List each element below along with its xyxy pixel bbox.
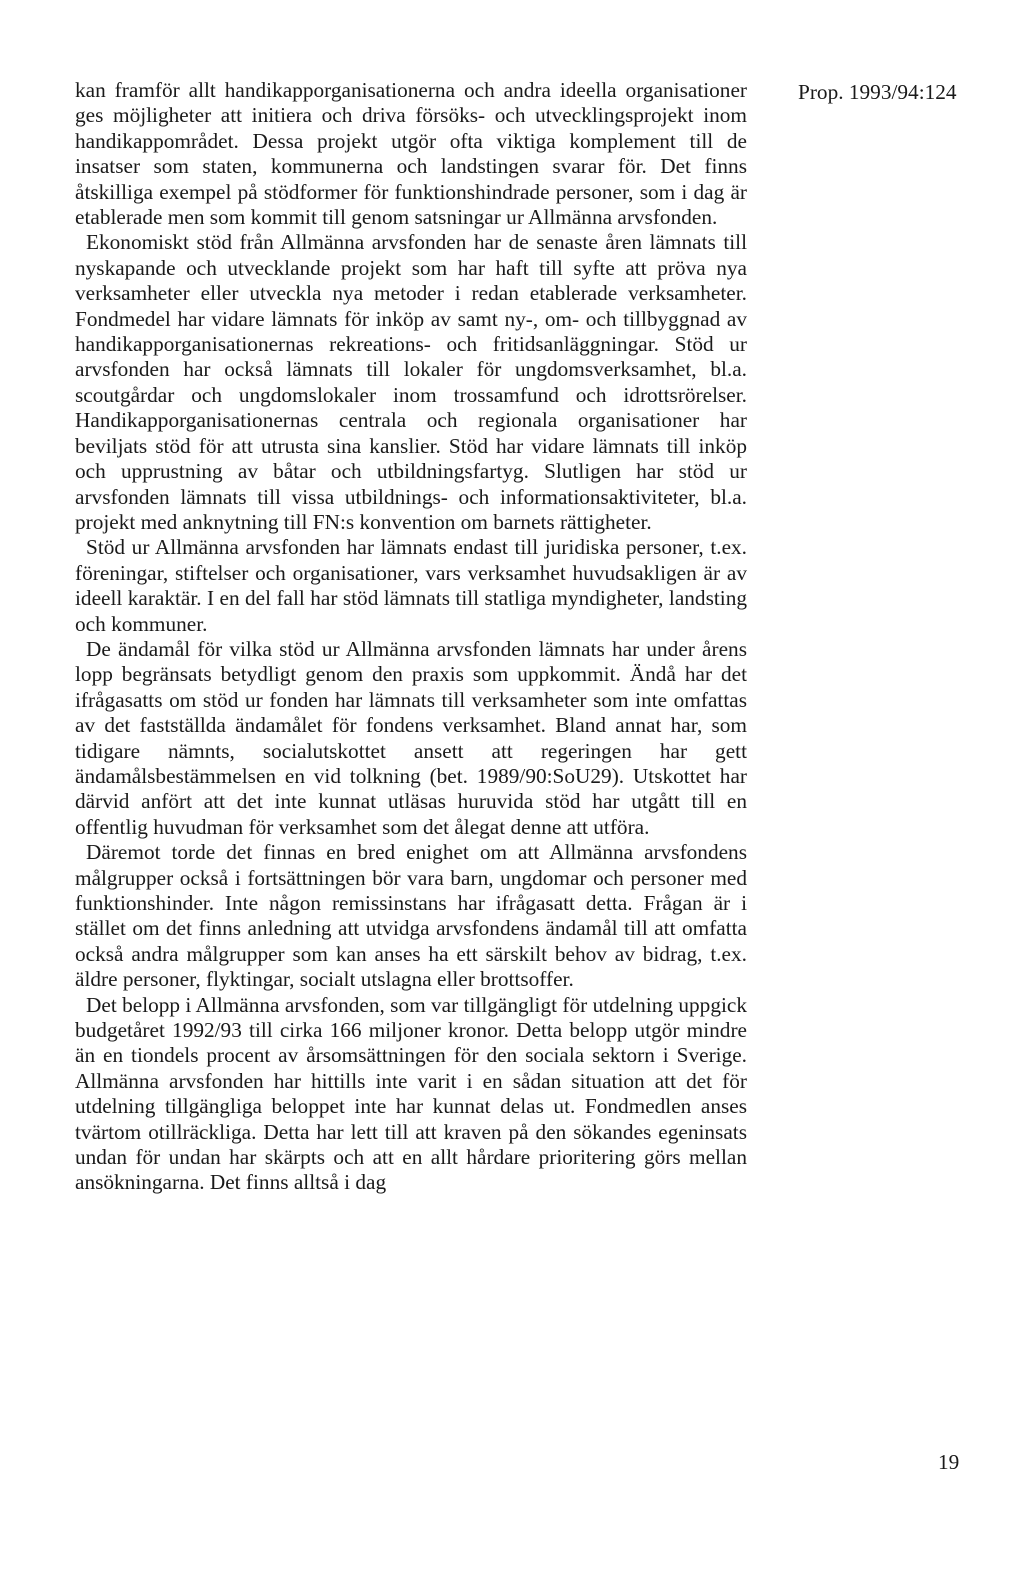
body-text [75,78,747,1196]
paragraph-5: Däremot torde det finnas en bred enighet om att Allmänna arvsfondens målgrupper också i fortsättningen bör vara barn, ungdomar och personer med funktionshinder. Inte någon remissinstans har ifrågasatt detta. Frågan är i stället om det finns anledning att utvidga arvsfondens ändamål till att omfatta också andra målgrupper som kan anses ha ett särskilt behov av bidrag, t.ex. äldre personer, flyktingar, socialt utslagna eller brottsoffer. [75,840,747,992]
paragraph-4: De ändamål för vilka stöd ur Allmänna arvsfonden lämnats har under årens lopp begränsats betydligt genom den praxis som uppkommit. Ändå har det ifrågasatts om stöd ur fonden har lämnats till verksamheter som inte omfattas av det fastställda ändamålet för fondens verksamhet. Bland annat har, som tidigare nämnts, socialutskottet ansett att regeringen har gett ändamålsbestämmelsen en vid tolkning (bet. 1989/90:SoU29). Utskottet har därvid anfört att det inte kunnat utläsas huruvida stöd har utgått till en offentlig huvudman för verksamhet som det ålegat denne att utföra. [75,636,747,839]
paragraph-2: Ekonomiskt stöd från Allmänna arvsfonden har de senaste åren lämnats till nyskapande och utvecklande projekt som har haft till syfte att pröva nya verksamheter eller utveckla nya metoder i redan etablerade verksamheter. Fondmedel har vidare lämnats för inköp av samt ny-, om- och tillbyggnad av handikapporganisationernas rekreations- och fritidsanläggningar. Stöd ur arvsfonden har också lämnats till lokaler för ungdomsverksamhet, bl.a. scoutgårdar och ungdomslokaler inom trossamfund och idrottsrörelser. Handikapporganisationernas centrala och regionala organisationer har beviljats stöd för att utrusta sina kanslier. Stöd har vidare lämnats till inköp och upprustning av båtar och utbildningsfartyg. Slutligen har stöd ur arvsfonden lämnats till vissa utbildnings- och informationsaktiviteter, bl.a. projekt med anknytning till FN:s konvention om barnets rättigheter. [75,230,747,534]
paragraph-6: Det belopp i Allmänna arvsfonden, som var tillgängligt för utdelning uppgick budgetåret 1992/93 till cirka 166 miljoner kronor. Detta belopp utgör mindre än en tiondels procent av årsomsättningen för den sociala sektorn i Sverige. Allmänna arvsfonden har hittills inte varit i en sådan situation att det för utdelning tillgängliga beloppet inte har kunnat delas ut. Fondmedlen anses tvärtom otillräckliga. Detta har lett till att kraven på den sökandes egeninsats undan för undan har skärpts och att en allt hårdare prioritering görs mellan ansökningarna. Det finns alltså i dag [75,992,747,1195]
running-head: Prop. 1993/94:124 [798,80,957,104]
paragraph-3: Stöd ur Allmänna arvsfonden har lämnats endast till juridiska personer, t.ex. föreningar, stiftelser och organisationer, vars verksamhet huvudsakligen är av ideell karaktär. I en del fall har stöd lämnats till statliga myndigheter, landsting och kommuner. [75,535,747,636]
page-number: 19 [938,1450,960,1474]
paragraph-1: kan framför allt handikapporganisationerna och andra ideella organisationer ges möjligheter att initiera och driva försöks- och utvecklingsprojekt inom handikappområdet. Dessa projekt utgör ofta viktiga komplement till de insatser som staten, kommunerna och landstingen svarar för. Det finns åtskilliga exempel på stödformer för funktionshindrade personer, som i dag är etablerade men som kommit till genom satsningar ur Allmänna arvsfonden. [75,78,747,230]
